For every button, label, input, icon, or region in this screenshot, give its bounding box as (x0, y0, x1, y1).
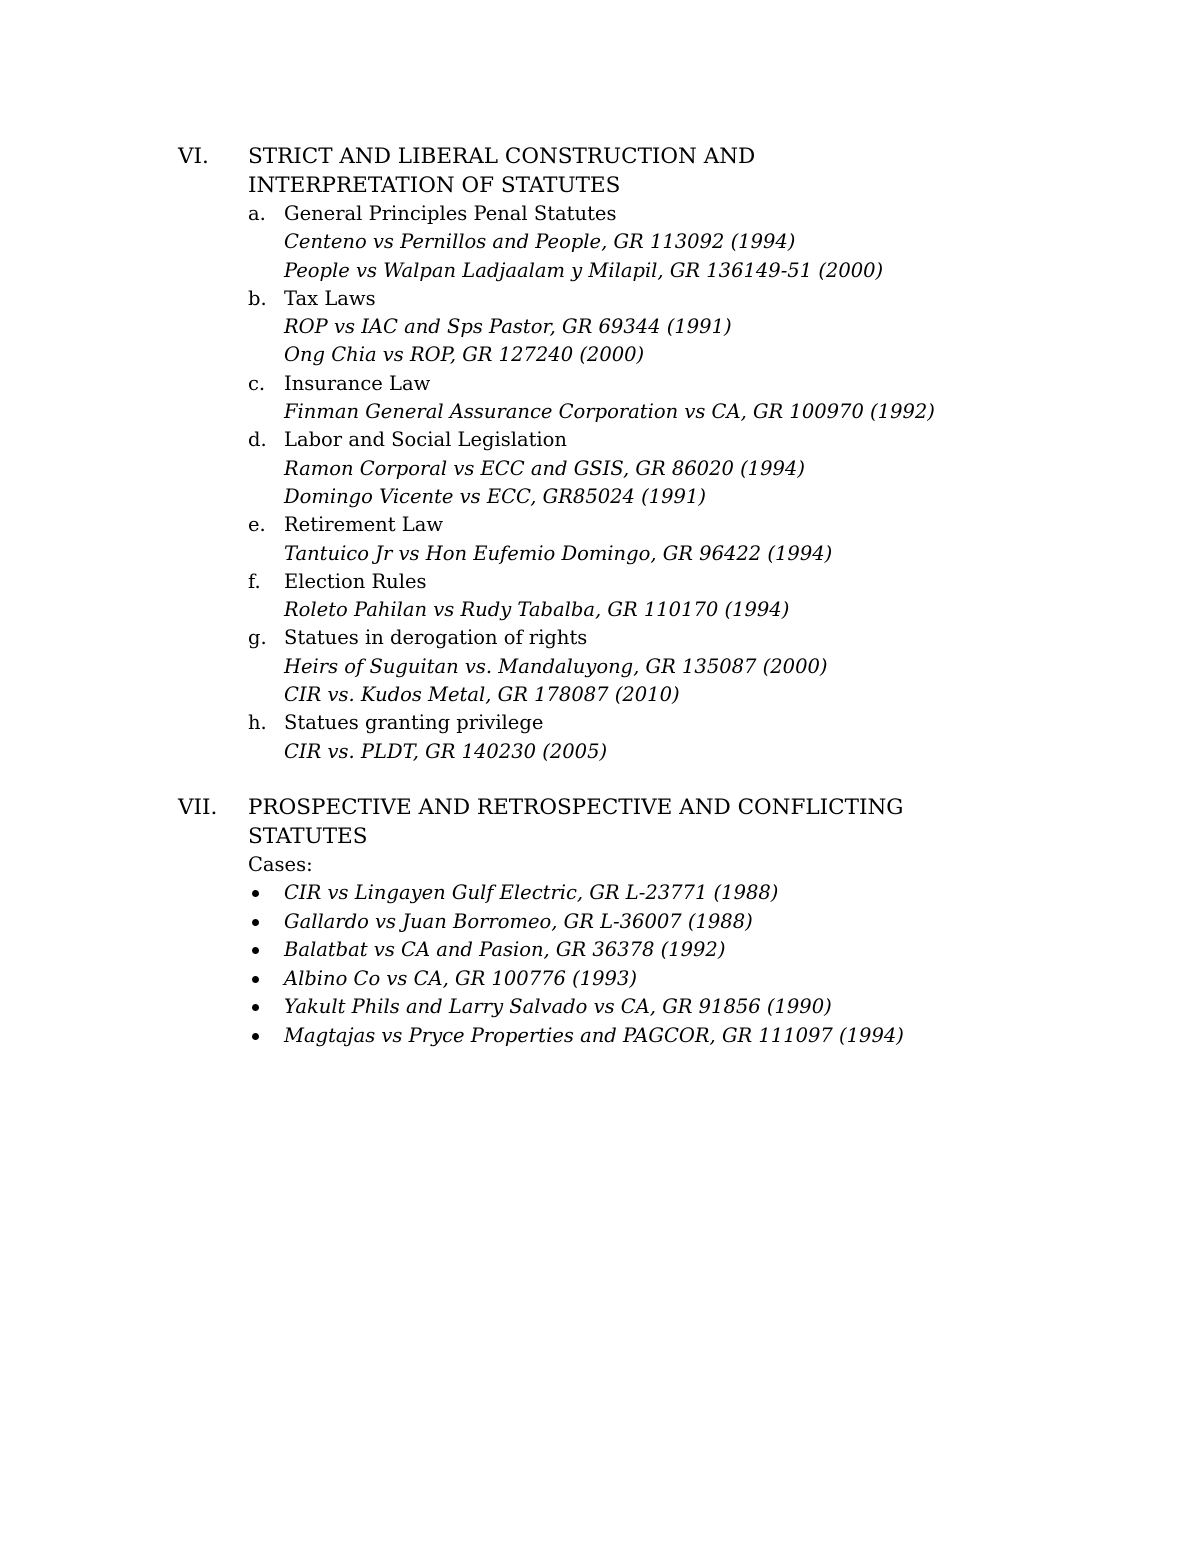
bullet-icon (248, 965, 284, 994)
list-item (248, 624, 1078, 709)
case-citation: Balatbat vs CA and Pasion, GR 36378 (1992) (284, 938, 726, 962)
section-number: VII. (178, 795, 218, 820)
list-item (248, 370, 1078, 427)
case-citation: Magtajas vs Pryce Properties and PAGCOR, GR 111097 (1994) (284, 1023, 904, 1047)
section-vii (178, 793, 1078, 1050)
item-letter: b. (248, 286, 267, 310)
case-citation: People vs Walpan Ladjaalam y Milapil, GR 136149-51 (2000) (284, 258, 884, 282)
case-citation: Centeno vs Pernillos and People, GR 113092 (1994) (284, 230, 796, 254)
item-title: Retirement Law (284, 513, 444, 537)
item-title: General Principles Penal Statutes (284, 202, 617, 225)
item-letter: d. (248, 428, 267, 452)
item-letter: f. (248, 569, 261, 593)
case-citation: CIR vs. Kudos Metal, GR 178087 (2010) (284, 683, 680, 707)
item-title: Statues in derogation of rights (284, 626, 588, 650)
bullet-icon (248, 993, 284, 1022)
case-citation: ROP vs IAC and Sps Pastor, GR 69344 (1991) (284, 315, 732, 339)
bullet-icon (248, 879, 284, 908)
list-item (248, 511, 1078, 568)
section-items (248, 200, 1078, 766)
case-citation: Tantuico Jr vs Hon Eufemio Domingo, GR 96422 (1994) (284, 541, 833, 565)
case-citation: Ong Chia vs ROP, GR 127240 (2000) (284, 343, 645, 367)
list-item (248, 908, 1078, 937)
item-title: Statues granting privilege (284, 711, 544, 735)
list-item (248, 936, 1078, 965)
case-citation: Finman General Assurance Corporation vs CA, GR 100970 (1992) (284, 400, 935, 424)
list-item (248, 1022, 1078, 1051)
item-letter: g. (248, 626, 267, 650)
case-citation: Gallardo vs Juan Borromeo, GR L-36007 (1988) (284, 909, 753, 933)
bullet-icon (248, 908, 284, 937)
item-title: Labor and Social Legislation (284, 428, 567, 452)
item-letter: a. (248, 202, 266, 225)
section-vi (178, 142, 1078, 766)
list-item (248, 200, 1078, 285)
section-title (248, 142, 1008, 200)
item-letter: h. (248, 711, 267, 735)
cases-label: Cases: (248, 853, 313, 876)
item-title: Election Rules (284, 569, 427, 593)
section-title-line: STRICT AND LIBERAL CONSTRUCTION AND (248, 144, 756, 169)
list-item (248, 568, 1078, 625)
list-item (248, 965, 1078, 994)
list-item (248, 879, 1078, 908)
section-title-line: STATUTES (248, 824, 368, 849)
case-citation: Yakult Phils and Larry Salvado vs CA, GR 91856 (1990) (284, 995, 832, 1019)
item-letter: e. (248, 513, 266, 537)
case-citation: CIR vs. PLDT, GR 140230 (2005) (284, 739, 608, 763)
section-title-line: PROSPECTIVE AND RETROSPECTIVE AND CONFLICTING (248, 795, 904, 820)
case-citation: CIR vs Lingayen Gulf Electric, GR L-23771 (1988) (284, 881, 779, 905)
list-item (248, 993, 1078, 1022)
case-citation: Roleto Pahilan vs Rudy Tabalba, GR 110170 (1994) (284, 598, 790, 622)
section-heading (178, 793, 1078, 851)
section-number: VI. (178, 144, 209, 169)
bullet-icon (248, 936, 284, 965)
section-title-line: INTERPRETATION OF STATUTES (248, 173, 621, 198)
case-citation: Albino Co vs CA, GR 100776 (1993) (284, 966, 637, 990)
case-citation: Ramon Corporal vs ECC and GSIS, GR 86020 (1994) (284, 456, 805, 480)
list-item (248, 709, 1078, 766)
section-title (248, 793, 1008, 851)
case-citation: Heirs of Suguitan vs. Mandaluyong, GR 135087 (2000) (284, 654, 828, 678)
list-item (248, 285, 1078, 370)
item-title: Insurance Law (284, 371, 431, 395)
bullet-icon (248, 1022, 284, 1051)
case-citation: Domingo Vicente vs ECC, GR85024 (1991) (284, 484, 706, 508)
section-heading (178, 142, 1078, 200)
item-letter: c. (248, 371, 266, 395)
section-cases (248, 851, 1078, 1050)
list-item (248, 426, 1078, 511)
item-title: Tax Laws (284, 286, 376, 310)
